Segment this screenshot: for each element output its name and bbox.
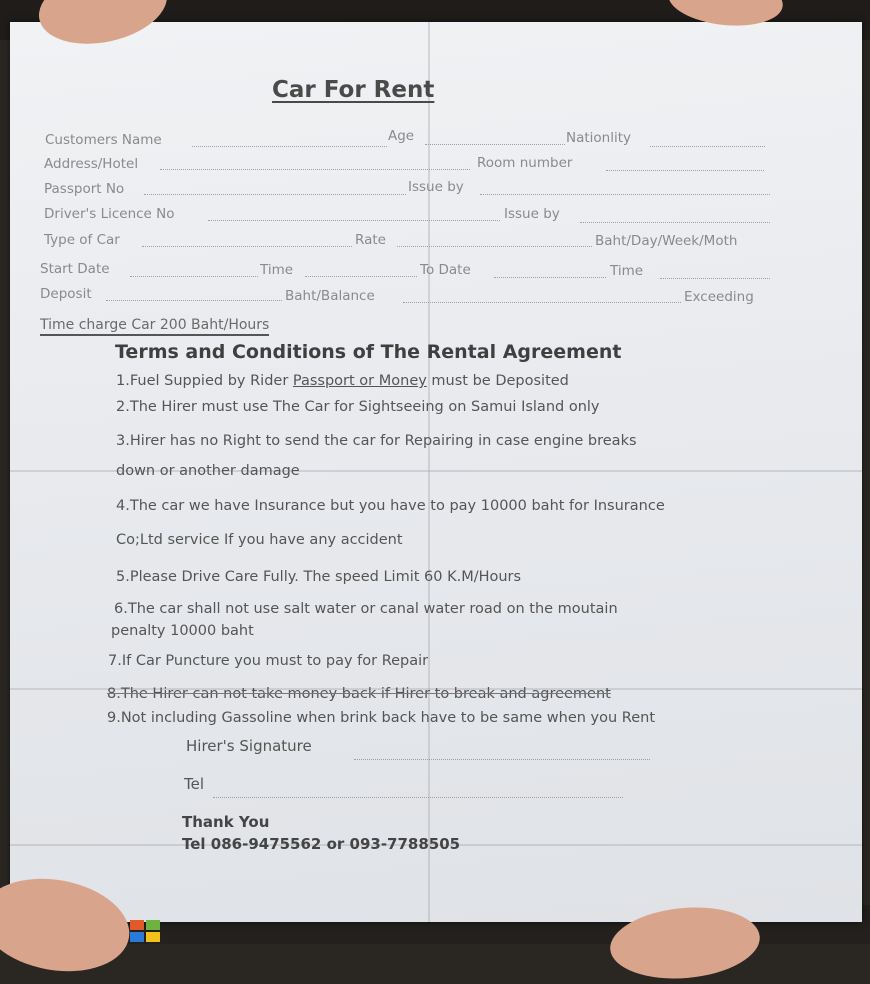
term-4-line-1: 4.The car we have Insurance but you have to pay 10000 baht for Insurance [116,498,665,514]
nationality-blank [650,134,765,147]
issue-by-label-2: Issue by [504,206,560,222]
rate-label: Rate [355,232,386,248]
start-date-label: Start Date [40,261,110,277]
drivers-licence-label: Driver's Licence No [44,206,175,222]
time-blank-2 [660,266,770,279]
to-date-blank [494,265,606,278]
address-hotel-blank [160,157,470,170]
address-hotel-label: Address/Hotel [44,156,139,172]
term-3-line-1: 3.Hirer has no Right to send the car for Repairing in case engine breaks [116,433,637,449]
age-label: Age [388,128,415,144]
drivers-licence-blank [208,208,500,221]
room-number-label: Room number [477,155,573,171]
customers-name-blank [192,134,387,147]
hirer-signature-blank [354,747,650,760]
term-9: 9.Not including Gassoline when brink back have to be same when you Rent [107,710,656,726]
tel-blank [213,785,623,798]
passport-no-blank [144,182,406,195]
type-of-car-blank [142,234,352,247]
term-1-part-c: must be Deposited [426,373,569,389]
deposit-label: Deposit [40,286,92,302]
hirer-signature-label: Hirer's Signature [186,737,312,755]
time-blank-1 [305,264,417,277]
term-1-underlined: Passport or Money [292,373,427,389]
term-5: 5.Please Drive Care Fully. The speed Limit 60 K.M/Hours [116,569,522,585]
term-7: 7.If Car Puncture you must to pay for Repair [108,653,429,669]
exceeding-label: Exceeding [684,289,754,305]
windows-logo-icon [128,916,164,944]
terms-heading: Terms and Conditions of The Rental Agreement [115,341,622,363]
term-2: 2.The Hirer must use The Car for Sightseeing on Samui Island only [116,399,600,415]
baht-day-week-month-label: Baht/Day/Week/Moth [595,233,738,249]
term-1-part-a: 1.Fuel Suppied by Rider [116,373,293,389]
to-date-label: To Date [420,262,471,278]
rental-form-paper [10,22,862,922]
page-title: Car For Rent [272,77,435,103]
time-label-1: Time [260,262,294,278]
customers-name-label: Customers Name [45,132,162,148]
issue-by-blank-2 [580,210,770,223]
term-6-line-1: 6.The car shall not use salt water or canal water road on the moutain [114,601,618,617]
nationality-label: Nationlity [566,130,632,146]
term-4-line-2: Co;Ltd service If you have any accident [116,532,403,548]
deposit-blank [106,288,282,301]
baht-balance-label: Baht/Balance [285,288,375,304]
passport-no-label: Passport No [44,181,125,197]
contact-phones: Tel 086-9475562 or 093-7788505 [182,835,461,853]
term-8: 8.The Hirer can not take money back if Hirer to break and agreement [107,686,611,702]
start-date-blank [130,264,258,277]
term-6-line-2: penalty 10000 baht [111,623,254,639]
tel-label: Tel [184,775,205,793]
baht-balance-blank [403,290,681,303]
time-charge-note: Time charge Car 200 Baht/Hours [40,317,269,336]
age-blank [425,132,565,145]
issue-by-label-1: Issue by [408,179,464,195]
thank-you-text: Thank You [182,813,270,831]
time-label-2: Time [610,263,644,279]
room-number-blank [606,158,764,171]
type-of-car-label: Type of Car [44,232,120,248]
rate-blank [397,234,592,247]
issue-by-blank-1 [480,182,770,195]
term-1 [116,373,569,389]
term-3-line-2: down or another damage [116,463,300,479]
